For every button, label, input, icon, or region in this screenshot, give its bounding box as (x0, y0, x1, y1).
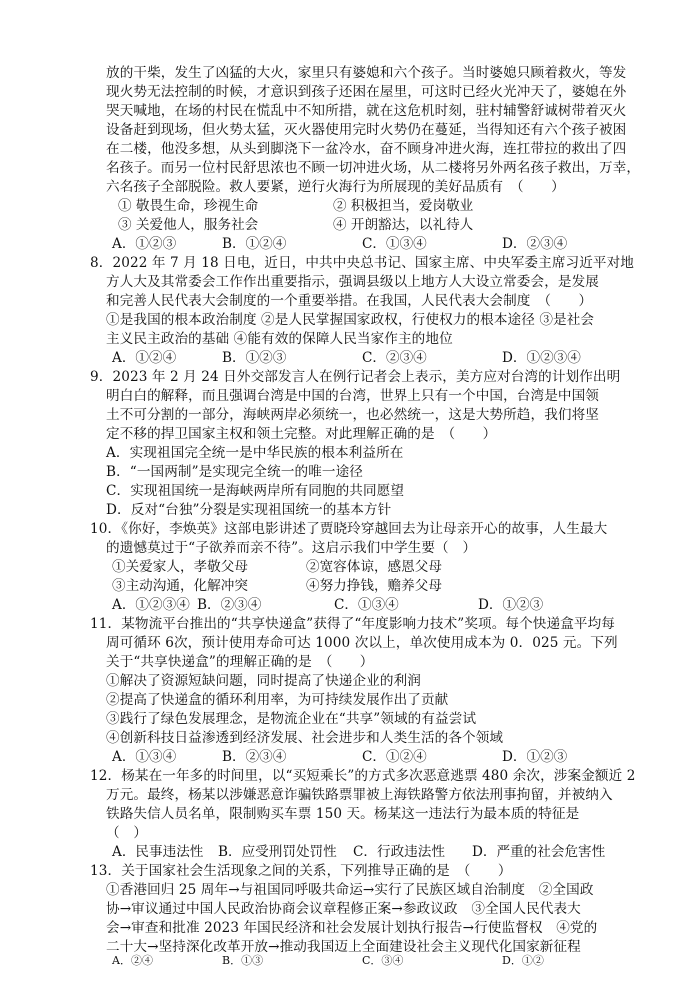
text-line: 的遗憾莫过于“子欲养而亲不待”。这启示我们中学生要（ ） (106, 540, 477, 556)
statement: ①香港回归 25 周年→与祖国同呼吸共命运→实行了民族区域自治制度 ②全国政 (106, 882, 594, 898)
answer-option: D．①②③ (502, 749, 568, 765)
answer-option: D．反对“台独”分裂是实现祖国统一的基本方针 (106, 502, 392, 518)
answer-option: D．②③④ (502, 236, 568, 252)
answer-option: A．①③④ (112, 749, 177, 765)
answer-option: C．③④ (362, 954, 404, 967)
statement: ③践行了绿色发展理念，是物流企业在“共享”领域的有益尝试 (106, 711, 477, 727)
answer-option: B．①②③ (222, 350, 287, 366)
answer-option: B．②③④ (197, 597, 262, 613)
text-line: 放的干柴，发生了凶猛的大火，家里只有婆媳和六个孩子。当时婆媳只顾着救火，等发 (106, 65, 627, 81)
answer-option: D．严重的社会危害性 (472, 844, 606, 860)
answer-option: A．民事违法性 (112, 844, 204, 860)
text-line: 周可循环 6次，预计使用寿命可达 1000 次以上，单次使用成本为 0．025 元。下列 (106, 635, 618, 651)
statement: ②宽容体谅，感恩父母 (306, 559, 442, 575)
answer-option: D．①②③④ (502, 350, 581, 366)
text-line: 在二楼，他没多想，从头到脚浇下一盆冷水，奋不顾身冲进火海，连扛带拉的救出了四 (106, 141, 627, 157)
text-line: 方人大及其常委会工作作出重要指示，强调县级以上地方人大设立常委会，是发展 (106, 274, 599, 290)
question-8-text: 8．2022 年 7 月 18 日电，近日，中共中央总书记、国家主席、中央军委主席习近平对地 (90, 255, 634, 271)
statement: ③ 关爱他人，服务社会 (118, 217, 259, 233)
text-line: 铁路失信人员名单，限制购买车票 150 天。杨某这一违法行为最本质的特征是 (106, 806, 580, 822)
answer-option: C．实现祖国统一是海峡两岸所有同胞的共同愿望 (106, 483, 405, 499)
text-line: ①是我国的根本政治制度 ②是人民掌握国家政权，行使权力的根本途径 ③是社会 (106, 312, 595, 328)
text-line: 主义民主政治的基础 ④能有效的保障人民当家作主的地位 (106, 331, 453, 347)
answer-option: B．应受刑罚处罚性 (218, 844, 337, 860)
answer-option: B．②③④ (222, 749, 287, 765)
text-line: 现火势无法控制的时候，才意识到孩子还困在屋里，可这时已经火光冲天了，婆媳在外 (106, 84, 627, 100)
answer-option: A．①②③④ (112, 597, 190, 613)
answer-option: C．①③④ (362, 236, 427, 252)
answer-option: C．①②④ (362, 749, 427, 765)
answer-option: C．①③④ (334, 597, 399, 613)
answer-option: A．②④ (112, 954, 153, 967)
statement: ①解决了资源短缺问题，同时提高了快递企业的利润 (106, 673, 421, 689)
text-line: 土不可分割的一部分，海峡两岸必须统一，也必然统一，这是大势所趋，我们将坚 (106, 407, 599, 423)
text-line: 明白白的解释，而且强调台湾是中国的台湾，世界上只有一个中国，台湾是中国领 (106, 388, 599, 404)
text-line: 和完善人民代表大会制度的一个重要举措。在我国，人民代表大会制度 （ ） (106, 293, 593, 309)
statement: 二十大→坚持深化改革开放→推动我国迈上全面建设社会主义现代化国家新征程 (106, 939, 581, 955)
statement: ②提高了快递盒的循环利用率，为可持续发展作出了贡献 (106, 692, 449, 708)
question-9-text: 9．2023 年 2 月 24 日外交部发言人在例行记者会上表示，美方应对台湾的计划作出明 (90, 369, 621, 385)
answer-option: C．行政违法性 (353, 844, 445, 860)
statement: ② 积极担当，爱岗敬业 (333, 198, 474, 214)
text-line: 关于“共享快递盒”的理解正确的是 （ ） (106, 654, 374, 670)
statement: ③主动沟通，化解冲突 (112, 578, 248, 594)
text-line: 名孩子。而另一位村民舒思浓也不顾一切冲进火场，从二楼将另外两名孩子救出，万幸， (106, 160, 641, 176)
answer-option: D．①②③ (478, 597, 544, 613)
text-line: 哭天喊地，在场的村民在慌乱中不知所措，就在这危机时刻，驻村辅警舒诚树带着灭火 (106, 103, 627, 119)
answer-option: B．①②④ (222, 236, 287, 252)
statement: ① 敬畏生命，珍视生命 (118, 198, 259, 214)
answer-option: C．②③④ (362, 350, 427, 366)
answer-option: B．①③ (222, 954, 264, 967)
text-line: 设备赶到现场，但火势太猛，灭火器使用完时火势仍在蔓延，当得知还有六个孩子被困 (106, 122, 627, 138)
question-10-text: 10．《你好，李焕英》这部电影讲述了贾晓玲穿越回去为让母亲开心的故事，人生最大 (90, 521, 608, 537)
answer-option: B．“一国两制”是实现完全统一的唯一途径 (106, 464, 363, 480)
statement: 会→审查和批准 2023 年国民经济和社会发展计划执行报告→行使监督权 ④党的 (106, 920, 598, 936)
statement: ④努力挣钱，赡养父母 (306, 578, 442, 594)
statement: ④创新科技日益渗透到经济发展、社会进步和人类生活的各个领域 (106, 730, 504, 746)
answer-option: D．①② (502, 954, 544, 967)
question-11-text: 11．某物流平台推出的“共享快递盒”获得了“年度影响力技术”奖项。每个快递盒平均每 (90, 616, 615, 632)
answer-option: A．①②③ (112, 236, 177, 252)
text-line: （ ） (106, 825, 148, 841)
statement: 协→审议通过中国人民政治协商会议章程修正案→参政议政 ③全国人民代表大 (106, 901, 581, 917)
statement: ①关爱家人，孝敬父母 (112, 559, 248, 575)
text-line: 定不移的捍卫国家主权和领土完整。对此理解正确的是 （ ） (106, 426, 497, 442)
text-line: 六名孩子全部脱险。救人要紧，逆行火海行为所展现的美好品质有 （ ） (106, 179, 565, 195)
text-line: 万元。最终，杨某以涉嫌恶意诈骗铁路票罪被上海铁路警方依法刑事拘留，并被纳入 (106, 787, 613, 803)
question-13-text: 13．关于国家社会生活现象之间的关系，下列推导正确的是 （ ） (90, 863, 512, 879)
question-12-text: 12．杨某在一年多的时间里，以“买短乘长”的方式多次恶意逃票 480 余次，涉案金额近 2 (90, 768, 636, 784)
statement: ④ 开朗豁达，以礼待人 (333, 217, 474, 233)
answer-option: A．①②④ (112, 350, 177, 366)
answer-option: A．实现祖国完全统一是中华民族的根本利益所在 (106, 445, 404, 461)
